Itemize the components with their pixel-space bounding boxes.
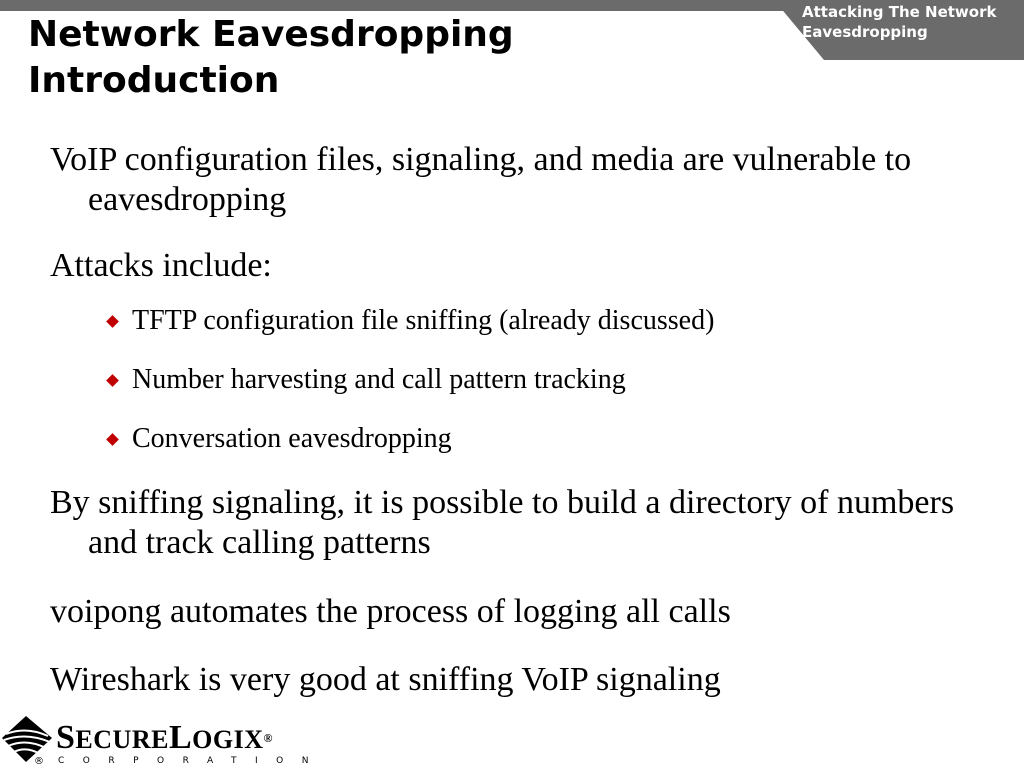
securelogix-logo (0, 712, 327, 768)
bullet-text: Conversation eavesdropping (132, 423, 452, 454)
section-tag-text (802, 2, 1022, 42)
bullet-item (50, 422, 990, 456)
slide-content (50, 140, 990, 700)
logo-wordmark (56, 718, 273, 760)
paragraph-4: voipong automates the process of logging all calls (50, 593, 731, 630)
logo-small-registered-mark: ® (34, 756, 44, 767)
paragraph-2: Attacks include: (50, 247, 272, 284)
paragraph-1: VoIP configuration files, signaling, and media are vulnerable to eavesdropping (50, 141, 912, 218)
slide-title (28, 12, 514, 104)
logo-letters-ogix: OGIX (192, 725, 264, 754)
paragraph-3: By sniffing signaling, it is possible to build a directory of numbers and track calling patterns (50, 484, 955, 561)
paragraph-5: Wireshark is very good at sniffing VoIP signaling (50, 661, 721, 698)
section-tag-line2: Eavesdropping (802, 23, 928, 41)
bullet-diamond-icon (106, 315, 119, 328)
title-line1: Network Eavesdropping (28, 14, 514, 55)
bullet-item (50, 363, 990, 397)
title-line2: Introduction (28, 60, 280, 101)
bullet-text: Number harvesting and call pattern tracking (132, 364, 626, 395)
logo-corporation: CORPORATION (58, 756, 327, 766)
logo-globe-icon (0, 714, 56, 766)
bullet-text: TFTP configuration file sniffing (already discussed) (132, 305, 715, 336)
bullet-diamond-icon (106, 433, 119, 446)
bullet-diamond-icon (106, 374, 119, 387)
bullet-item (50, 304, 990, 338)
logo-letter-s: S (56, 719, 76, 756)
logo-letters-ecure: ECURE (75, 725, 169, 754)
logo-registered-mark: ® (263, 731, 273, 745)
section-tag-line1: Attacking The Network (802, 3, 997, 21)
logo-letter-l: L (168, 719, 193, 756)
